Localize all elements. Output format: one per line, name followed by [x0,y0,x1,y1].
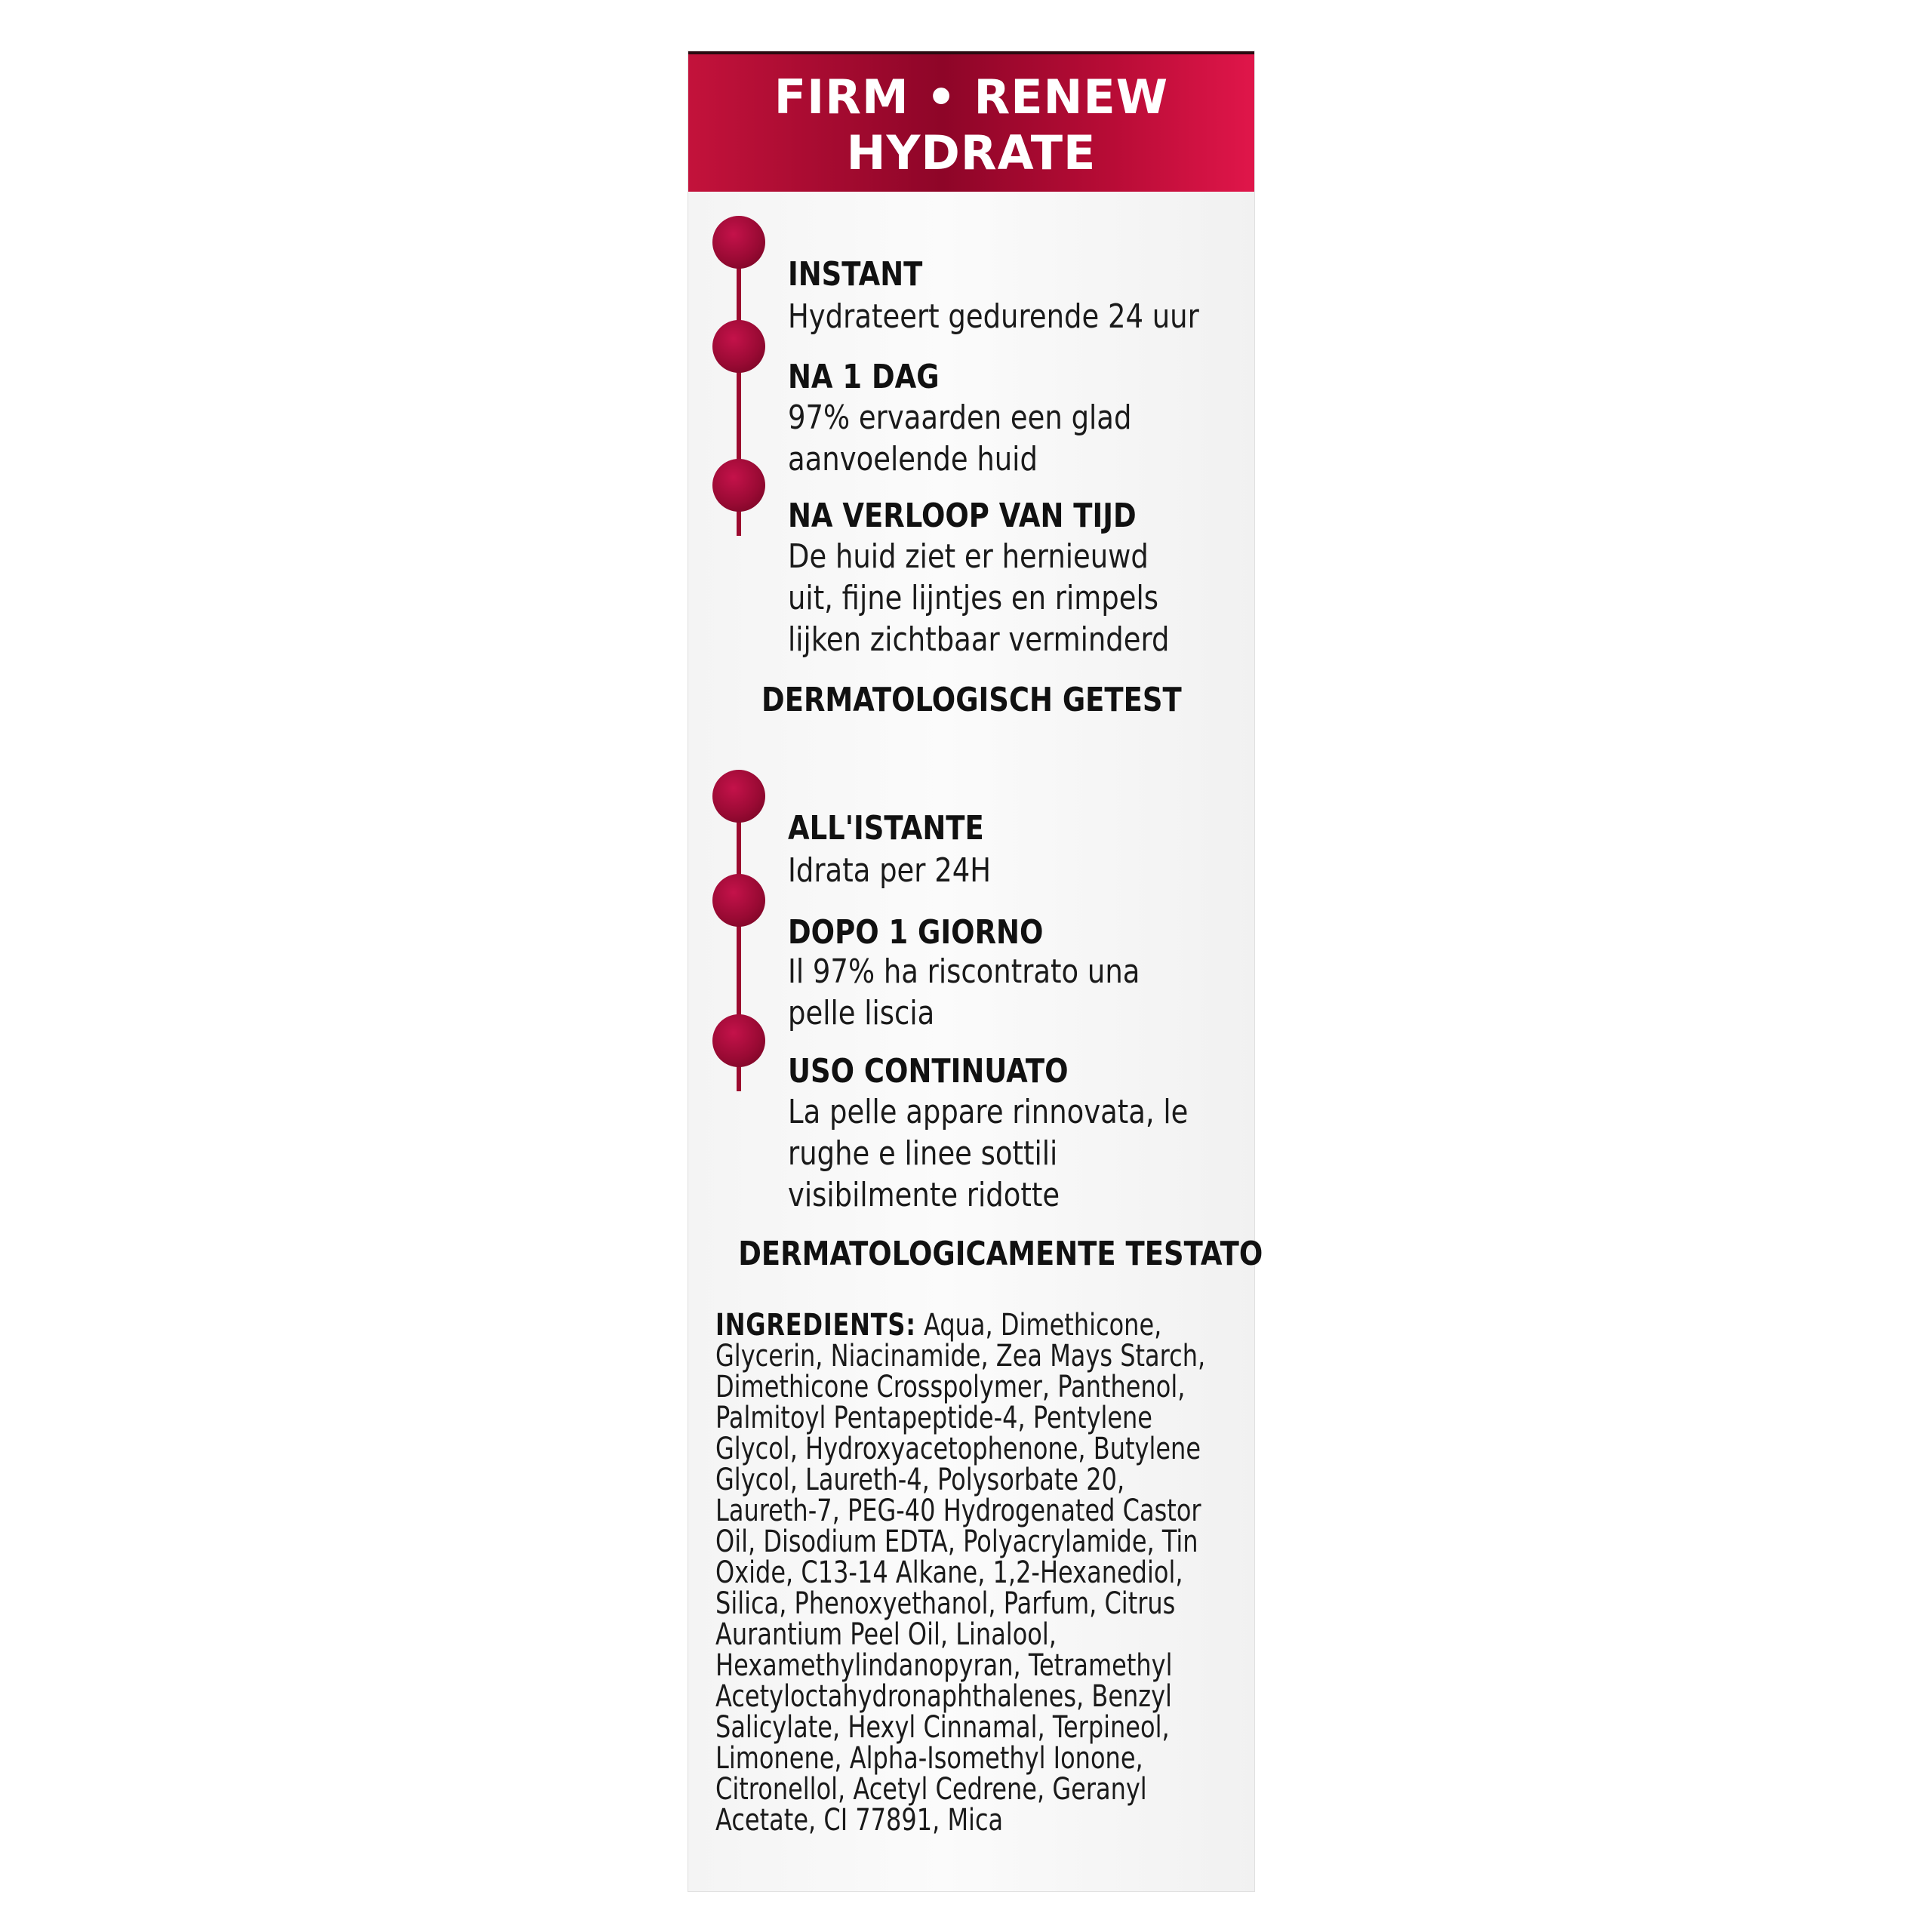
step-title-instant: INSTANT [788,255,923,294]
step-text-giorno1: Il 97% ha riscontrato una pelle liscia [788,952,1140,1032]
timeline-dot-1 [712,216,765,269]
banner-line-1: FIRM • RENEW [774,69,1169,125]
step-text-day1: 97% ervaarden een glad aanvoelende huid [788,398,1132,478]
timeline-dot-3 [712,459,765,512]
dermatologically-tested-italian [688,1235,1263,1273]
timeline-dot-2 [712,320,765,373]
dermatologically-tested-dutch-text: DERMATOLOGISCH GETEST [761,681,1182,719]
step-title-overtime: NA VERLOOP VAN TIJD [788,497,1137,535]
ingredients-list [715,1310,1223,1836]
step-title-allistante: ALL'ISTANTE [788,809,984,848]
ingredients-text: Aqua, Dimethicone, Glycerin, Niacinamide, Zea Mays Starch, Dimethicone Crosspolymer, Panthenol, Palmitoyl Pentapeptide-4, Pentylene Glycol, Hydroxyacetophenone, Butylene Glycol, Laureth-4, Polysorbate 20, Laureth-7, PEG-40 Hydrogenated Castor Oil, Disodium EDTA, Polyacrylamide, Tin Oxide, C13-14 Alkane, 1,2-Hexanediol, Silica, Phenoxyethanol, Parfum, Citrus Aurantium Peel Oil, Linalool, Hexamethylindanopyran, Tetramethyl Acetyloctahydronaphthalenes, Benzyl Salicylate, Hexyl Cinnamal, Terpineol, Limonene, Alpha-Isomethyl Ionone, Citronellol, Acetyl Cedrene, Geranyl Acetate, CI 77891, Mica [715,1308,1206,1838]
step-text-instant: Hydrateert gedurende 24 uur [788,297,1199,336]
step-title-continuato: USO CONTINUATO [788,1052,1069,1091]
header-banner [688,51,1254,192]
step-text-overtime: De huid ziet er hernieuwd uit, fijne lijntjes en rimpels lijken zichtbaar verminderd [788,537,1170,659]
timeline-dot-4 [712,770,765,823]
step-text-continuato: La pelle appare rinnovata, le rughe e linee sottili visibilmente ridotte [788,1093,1189,1214]
banner-line-2: HYDRATE [846,125,1097,180]
timeline-dot-5 [712,874,765,927]
product-box-side-panel [688,51,1263,1891]
timeline-dot-6 [712,1014,765,1067]
dermatologically-tested-dutch [688,681,1254,719]
step-text-allistante: Idrata per 24H [788,851,992,890]
step-title-day1: NA 1 DAG [788,358,940,396]
ingredients-label: INGREDIENTS: [715,1308,916,1343]
dermatologically-tested-italian-text: DERMATOLOGICAMENTE TESTATO [738,1235,1263,1273]
step-title-giorno1: DOPO 1 GIORNO [788,913,1044,952]
